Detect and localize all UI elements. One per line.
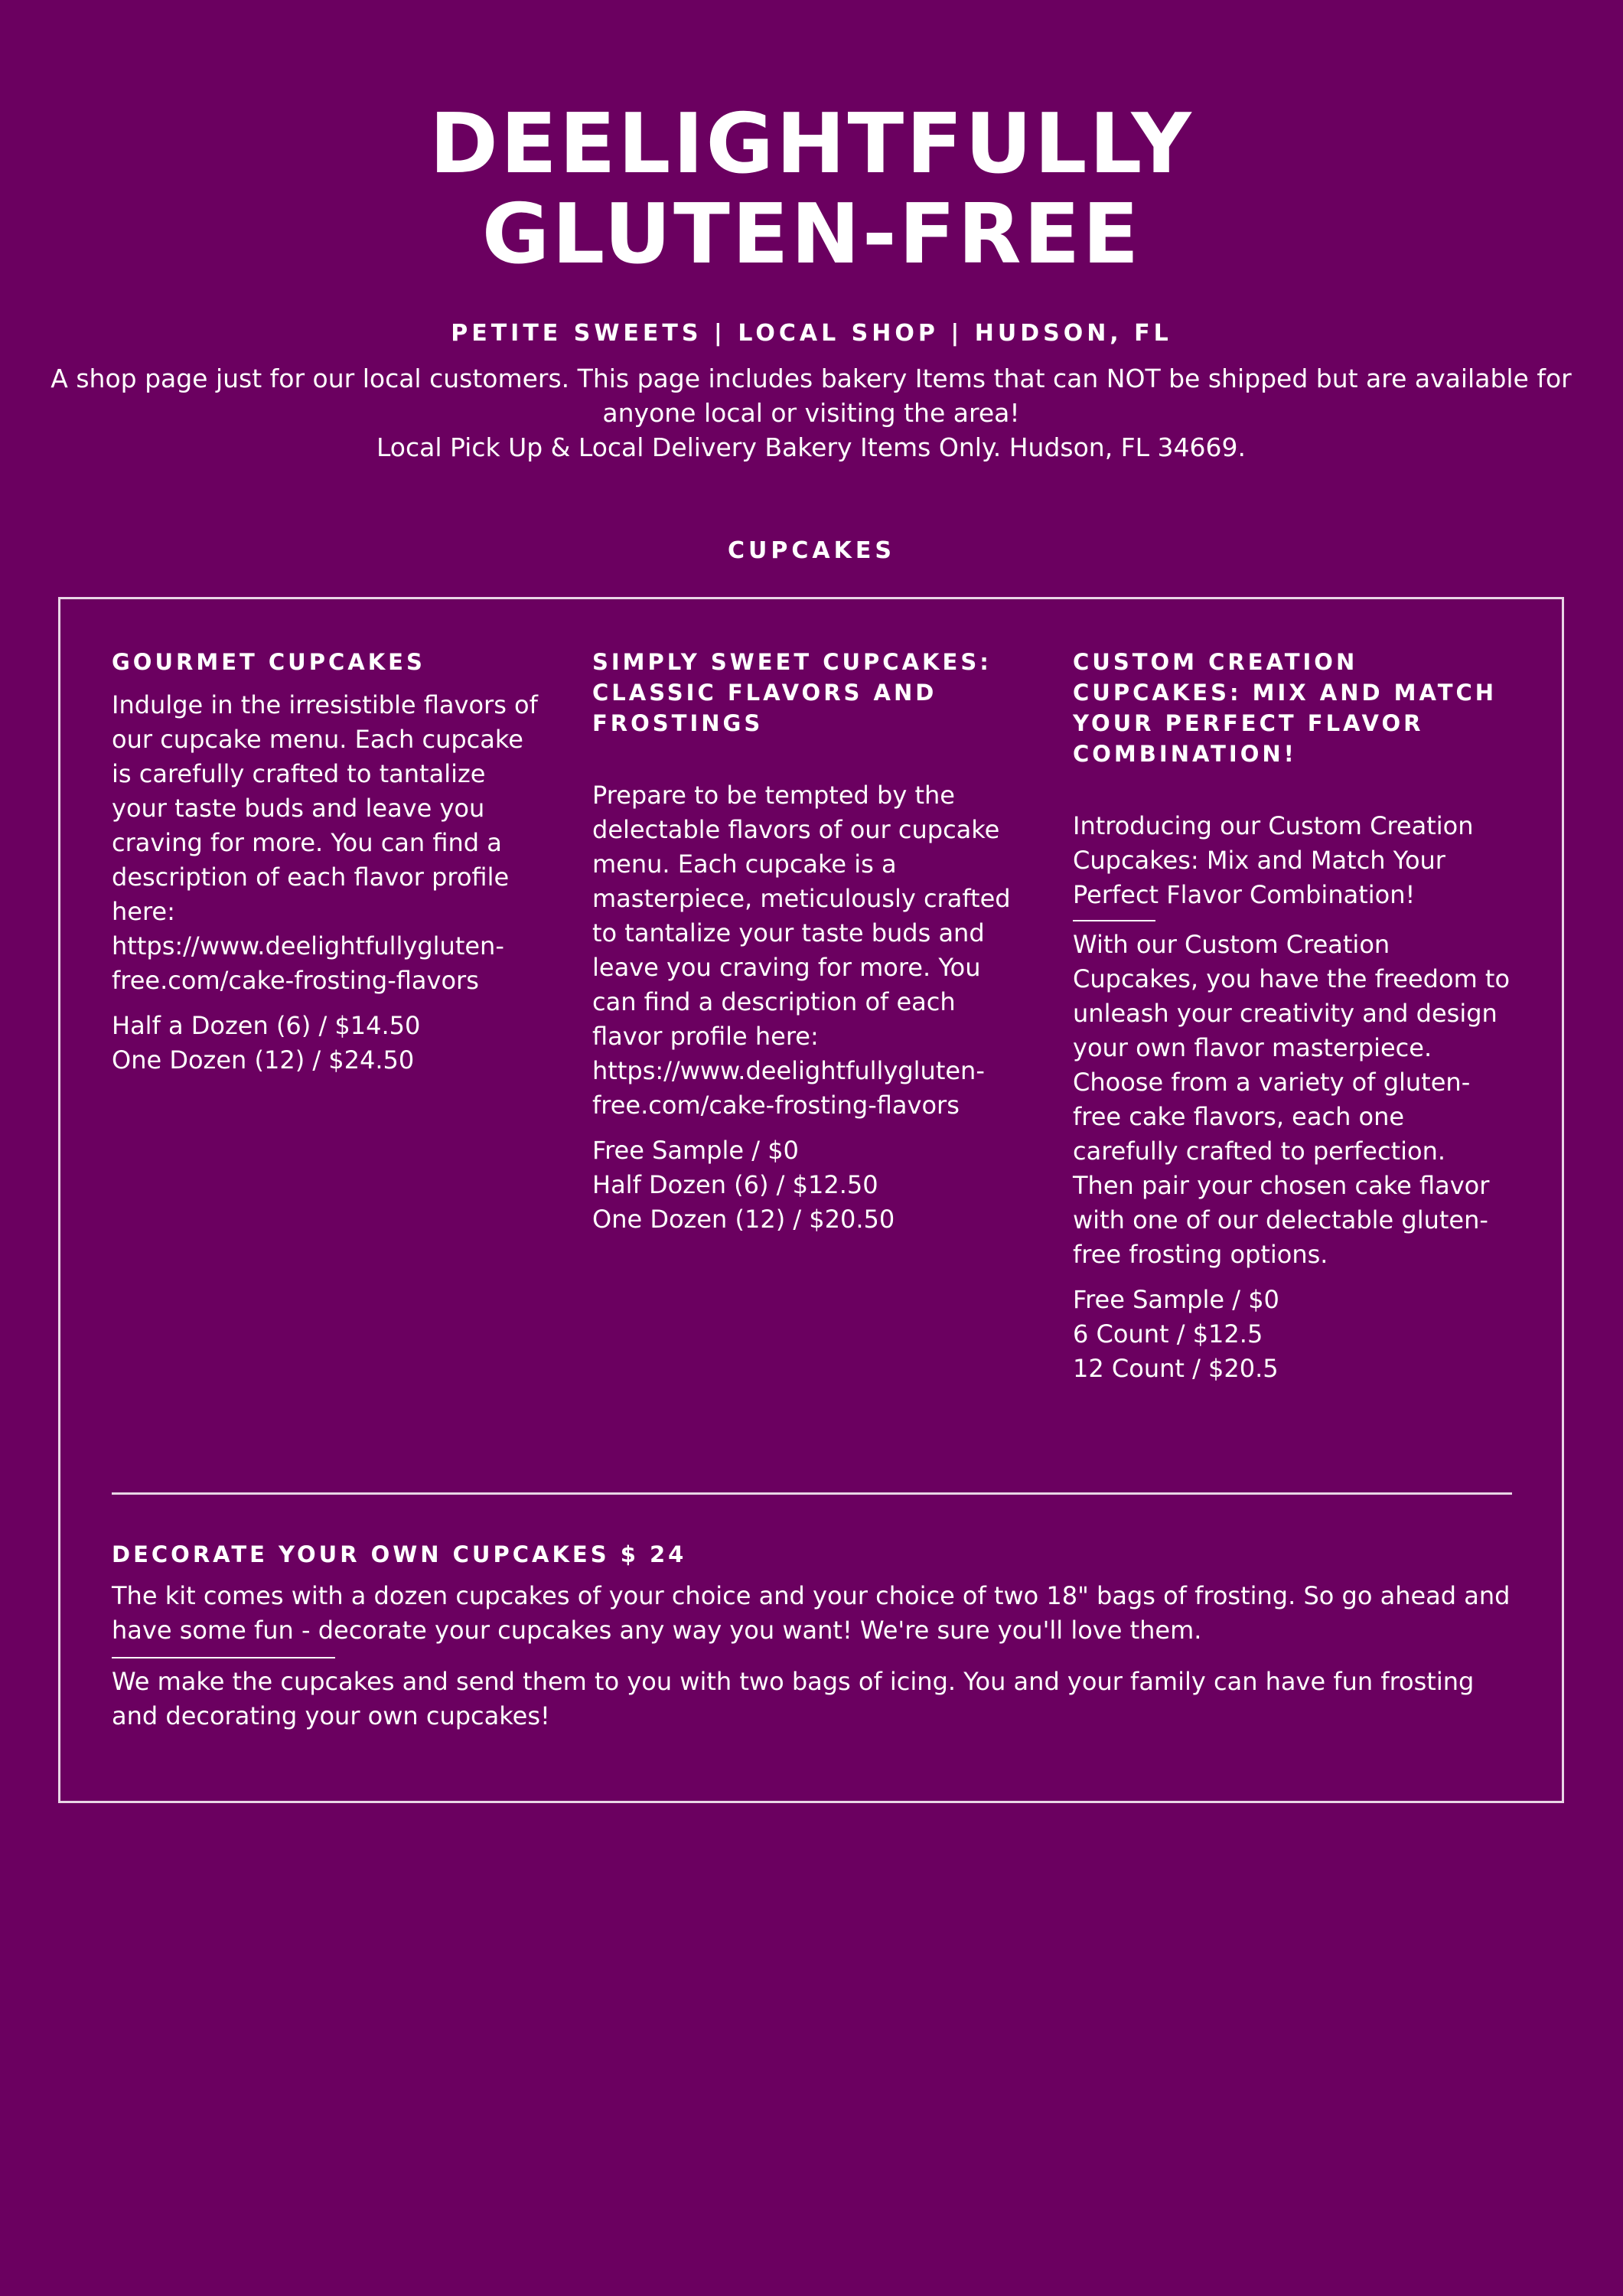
page-title-line-1: DEELIGHTFULLY bbox=[429, 96, 1194, 192]
item-description bbox=[592, 778, 1021, 1123]
intro-text bbox=[46, 361, 1576, 465]
cupcakes-menu-box bbox=[58, 597, 1564, 1803]
item-description bbox=[1073, 809, 1517, 1272]
price-option[interactable]: 6 Count / $12.5 bbox=[1073, 1319, 1263, 1349]
menu-item-decorate-your-own bbox=[112, 1539, 1512, 1733]
divider-rule bbox=[112, 1657, 335, 1658]
item-description-text: The kit comes with a dozen cupcakes of your choice and your choice of two 18" bags of frosting. So go ahead and have some fun - decorate your cupcakes any way you want! We're sure you'll love them. bbox=[112, 1581, 1511, 1645]
price-option[interactable]: Free Sample / $0 bbox=[1073, 1285, 1279, 1314]
page-title-line-2: GLUTEN-FREE bbox=[481, 187, 1142, 282]
section-heading-cupcakes: CUPCAKES bbox=[728, 537, 895, 564]
item-title: SIMPLY SWEET CUPCAKES: CLASSIC FLAVORS AND FROSTINGS bbox=[592, 649, 992, 736]
price-option[interactable]: One Dozen (12) / $24.50 bbox=[112, 1045, 415, 1075]
price-option[interactable]: Free Sample / $0 bbox=[592, 1136, 799, 1165]
menu-item-simply-sweet-cupcakes bbox=[592, 647, 1021, 1237]
price-option[interactable]: Half a Dozen (6) / $14.50 bbox=[112, 1011, 421, 1040]
item-description-text-2: We make the cupcakes and send them to you with two bags of icing. You and your family can have fun frosting and decorating your own cupcakes! bbox=[112, 1667, 1475, 1730]
intro-line-1: A shop page just for our local customers. This page includes bakery Items that can NOT be shipped but are available for anyone local or visiting the area! bbox=[51, 364, 1572, 428]
item-description-body: With our Custom Creation Cupcakes, you have the freedom to unleash your creativity and design your own flavor masterpiece. Choose from a variety of gluten-free cake flavors, each one carefully crafted to perfection. bbox=[1073, 930, 1511, 1166]
item-description-text: Prepare to be tempted by the delectable flavors of our cupcake menu. Each cupcake is a masterpiece, meticulously crafted to tantalize your taste buds and leave you craving for more. You can find a description of each flavor profile here: https://www.deelightfullygluten-free.com/cake-frosting-flavors bbox=[592, 781, 1011, 1120]
item-description bbox=[112, 688, 540, 998]
price-list bbox=[112, 1009, 540, 1078]
item-title: CUSTOM CREATION CUPCAKES: MIX AND MATCH YOUR PERFECT FLAVOR COMBINATION! bbox=[1073, 649, 1498, 767]
price-option[interactable]: 12 Count / $20.5 bbox=[1073, 1354, 1279, 1383]
price-list bbox=[592, 1133, 1021, 1237]
menu-item-gourmet-cupcakes bbox=[112, 647, 540, 1078]
intro-line-2: Local Pick Up & Local Delivery Bakery Items Only. Hudson, FL 34669. bbox=[376, 432, 1247, 462]
item-description bbox=[112, 1579, 1512, 1733]
item-description-text: Indulge in the irresistible flavors of our cupcake menu. Each cupcake is carefully crafted to tantalize your taste buds and leave you craving for more. You can find a description of each flavor profile here: https://www.deelightfullygluten-free.com/cake-frosting-flavors bbox=[112, 690, 538, 995]
item-title: GOURMET CUPCAKES bbox=[112, 649, 425, 675]
tagline: PETITE SWEETS | LOCAL SHOP | HUDSON, FL bbox=[451, 320, 1172, 347]
item-description-intro: Introducing our Custom Creation Cupcakes: Mix and Match Your Perfect Flavor Combination! bbox=[1073, 811, 1474, 909]
item-description-pairing: Then pair your chosen cake flavor with one of our delectable gluten-free frosting options. bbox=[1073, 1171, 1490, 1269]
section-divider bbox=[112, 1492, 1512, 1495]
page-title bbox=[0, 96, 1623, 282]
menu-item-custom-creation-cupcakes bbox=[1073, 647, 1517, 1386]
price-list bbox=[1073, 1283, 1517, 1386]
item-title: DECORATE YOUR OWN CUPCAKES $ 24 bbox=[112, 1541, 687, 1567]
price-option[interactable]: One Dozen (12) / $20.50 bbox=[592, 1205, 895, 1234]
divider-rule bbox=[1073, 920, 1155, 921]
price-option[interactable]: Half Dozen (6) / $12.50 bbox=[592, 1170, 878, 1199]
